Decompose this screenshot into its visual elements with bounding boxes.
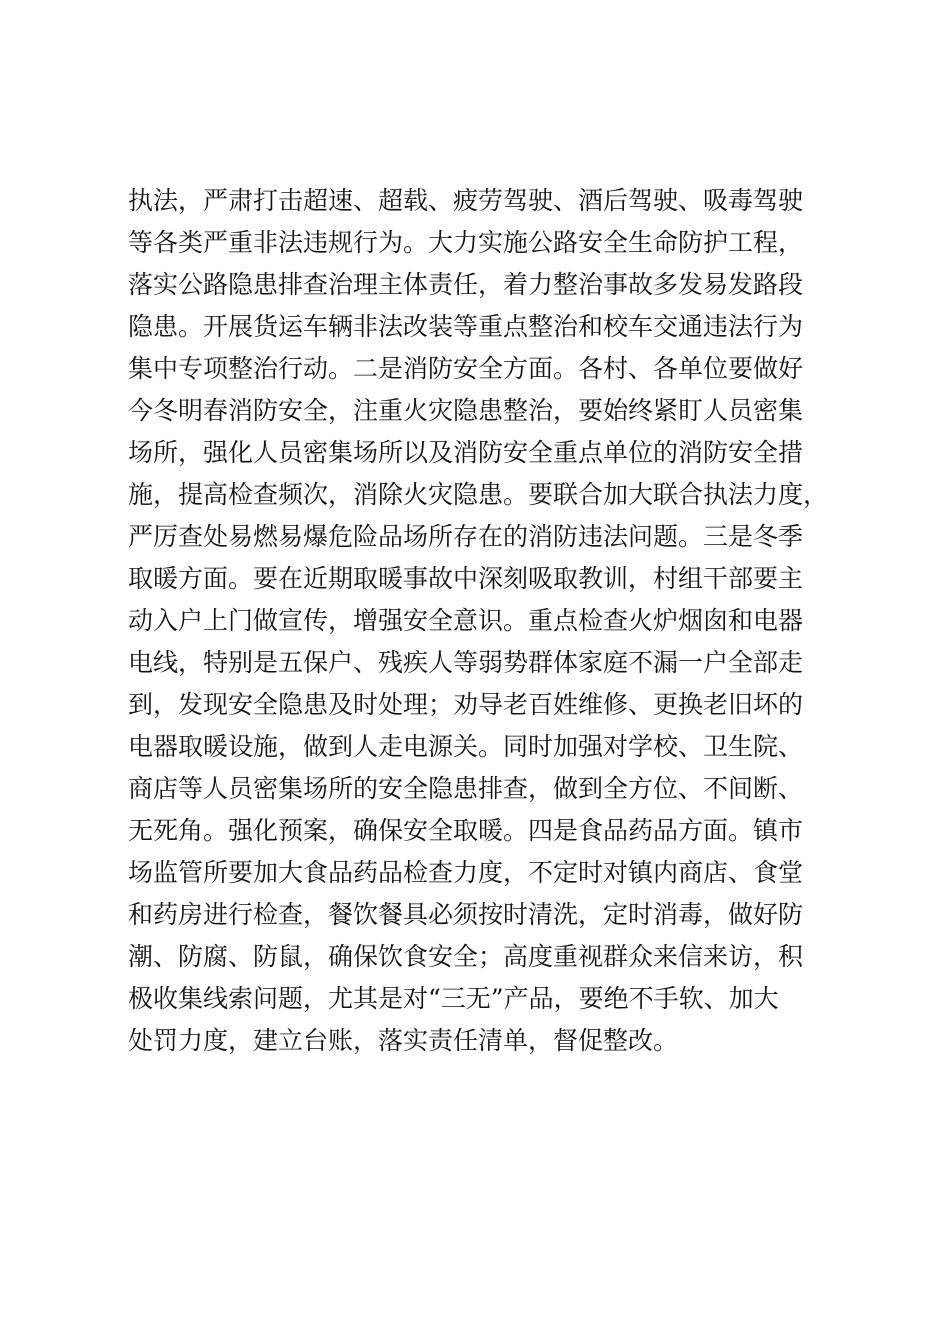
text-line: 今冬明春消防安全，注重火灾隐患整治，要始终紧盯人员密集: [128, 396, 804, 425]
text-line: 和药房进行检查，餐饮餐具必须按时清洗，定时消毒，做好防: [128, 900, 804, 929]
text-line: 到，发现安全隐患及时处理；劝导老百姓维修、更换老旧坏的: [128, 690, 804, 719]
text-line: 施，提高检查频次，消除火灾隐患。要联合加大联合执法力度，: [128, 480, 829, 509]
text-line: 落实公路隐患排查治理主体责任，着力整治事故多发易发路段: [128, 270, 804, 299]
text-line: 等各类严重非法违规行为。大力实施公路安全生命防护工程，: [128, 228, 804, 257]
text-line: 商店等人员密集场所的安全隐患排查，做到全方位、不间断、: [128, 774, 804, 803]
text-line: 执法，严肃打击超速、超载、疲劳驾驶、酒后驾驶、吸毒驾驶: [128, 186, 804, 215]
text-line: 电线，特别是五保户、残疾人等弱势群体家庭不漏一户全部走: [128, 648, 804, 677]
text-line: 潮、防腐、防鼠，确保饮食安全；高度重视群众来信来访，积: [128, 942, 804, 971]
body-paragraph: [128, 180, 828, 1062]
text-line: 动入户上门做宣传，增强安全意识。重点检查火炉烟囱和电器: [128, 606, 804, 635]
text-line: 取暖方面。要在近期取暖事故中深刻吸取教训，村组干部要主: [128, 564, 804, 593]
text-line: 电器取暖设施，做到人走电源关。同时加强对学校、卫生院、: [128, 732, 804, 761]
text-line: 处罚力度，建立台账，落实责任清单，督促整改。: [128, 1026, 679, 1055]
text-line: 场监管所要加大食品药品检查力度，不定时对镇内商店、食堂: [128, 858, 804, 887]
text-line: 严厉查处易燃易爆危险品场所存在的消防违法问题。三是冬季: [128, 522, 804, 551]
text-line: 极收集线索问题，尤其是对“三无”产品，要绝不手软、加大: [128, 984, 779, 1013]
text-line: 隐患。开展货运车辆非法改装等重点整治和校车交通违法行为: [128, 312, 804, 341]
text-line: 场所，强化人员密集场所以及消防安全重点单位的消防安全措: [128, 438, 804, 467]
text-line: 集中专项整治行动。二是消防安全方面。各村、各单位要做好: [128, 354, 804, 383]
text-line: 无死角。强化预案，确保安全取暖。四是食品药品方面。镇市: [128, 816, 804, 845]
